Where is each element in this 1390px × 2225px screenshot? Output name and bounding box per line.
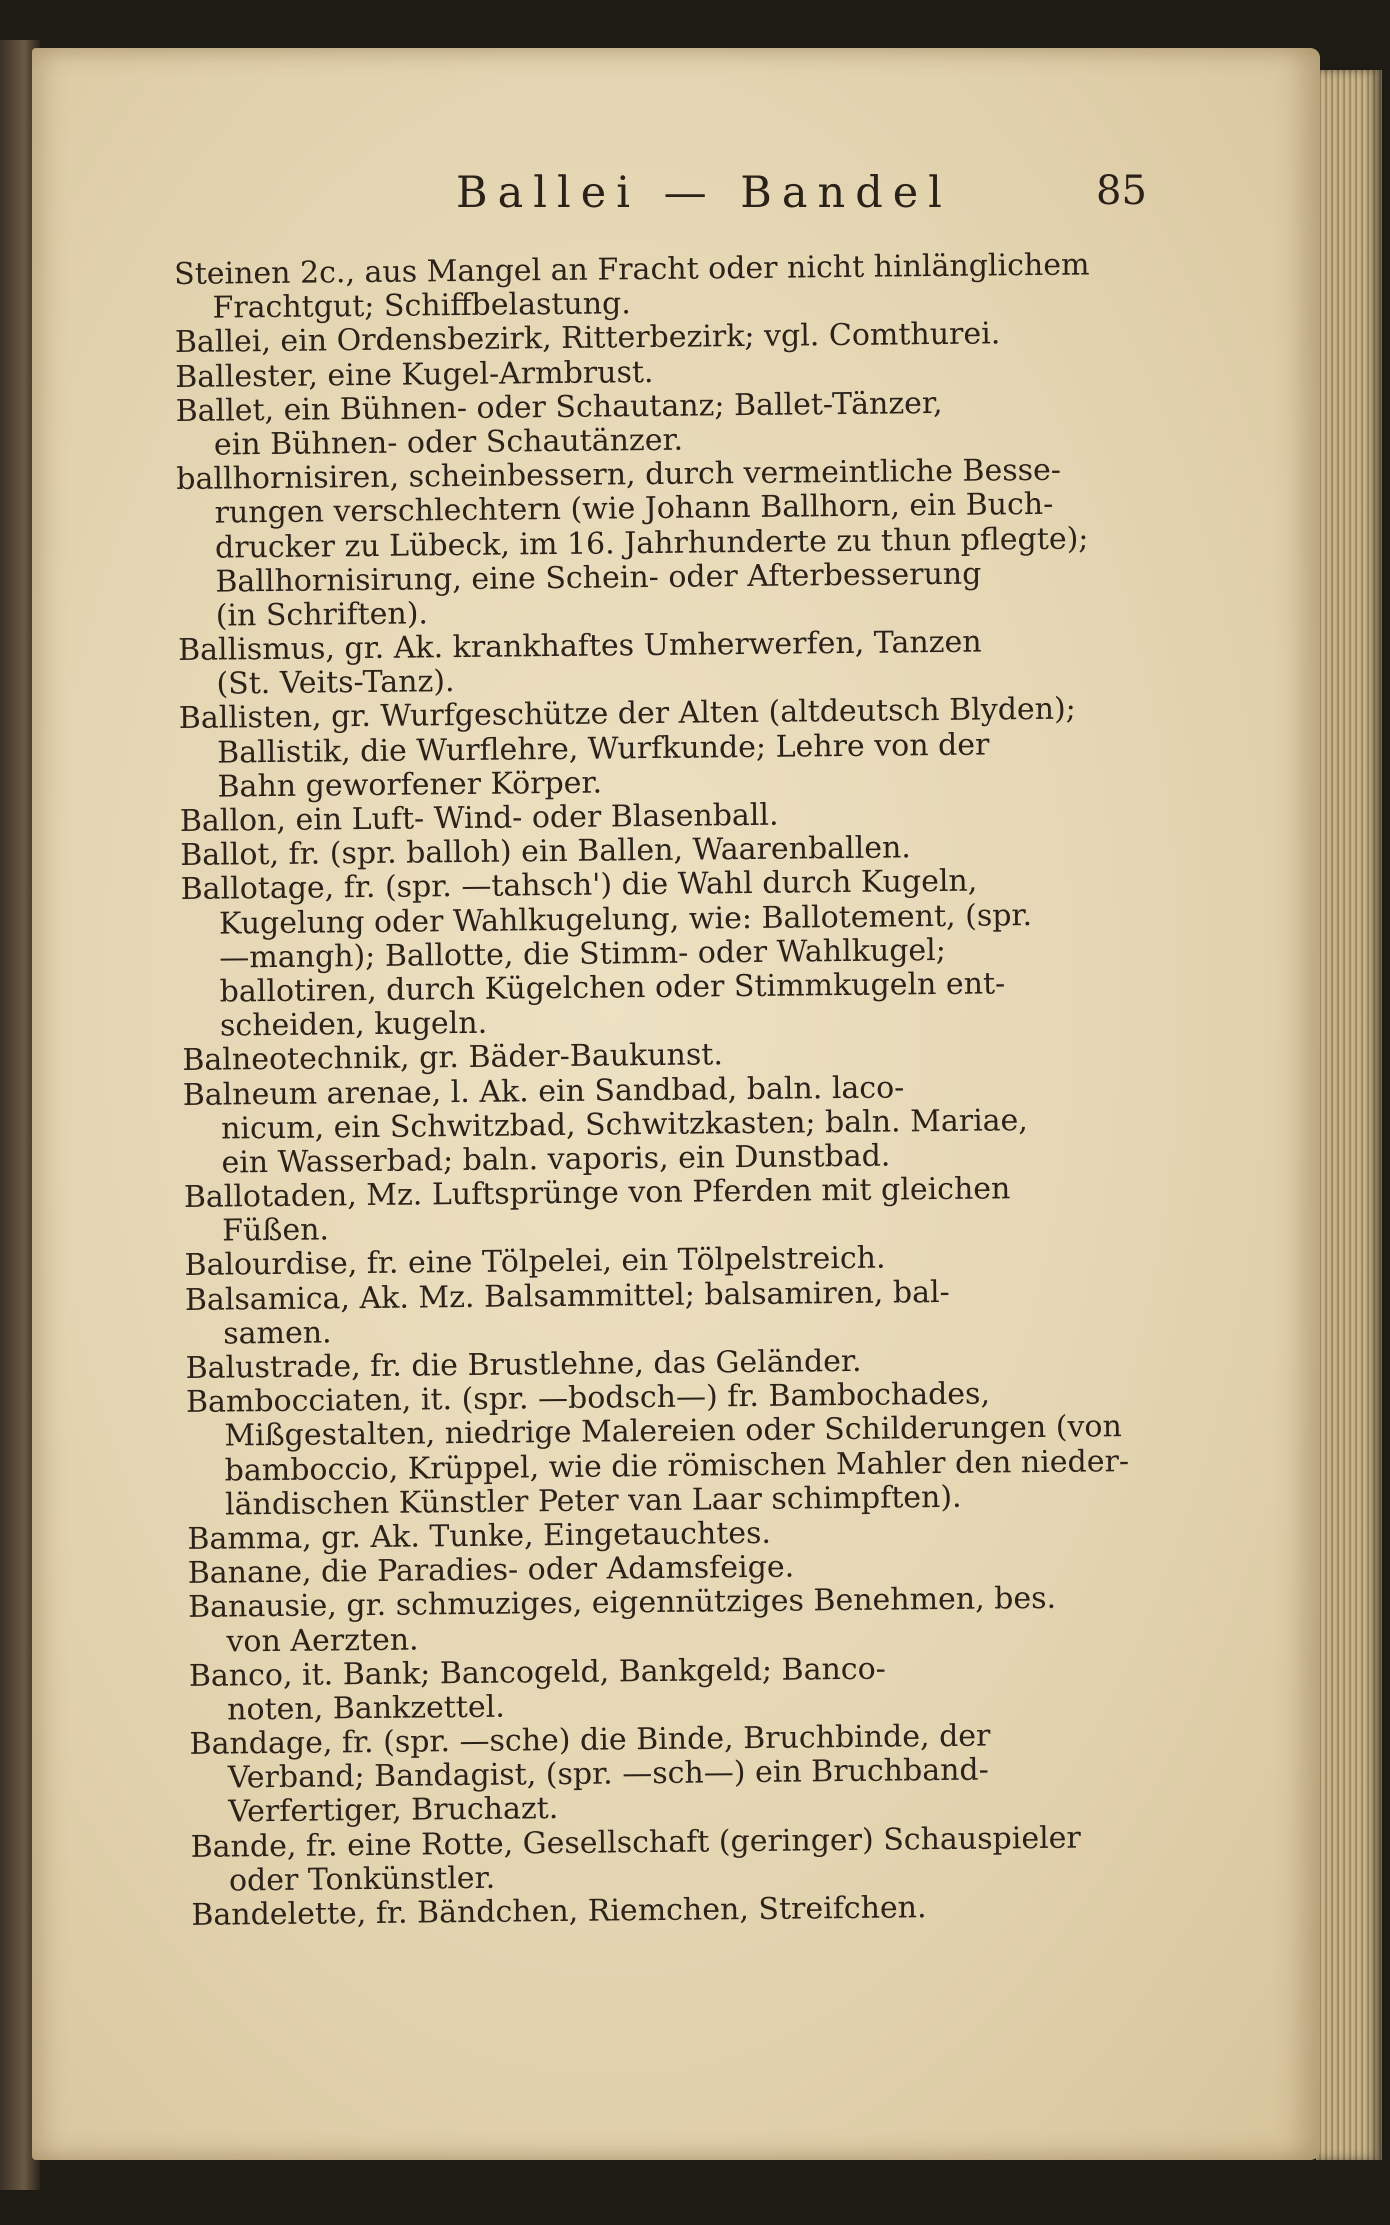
- text-line: Balneotechnik, gr. Bäder-Baukunst.: [182, 1037, 724, 1079]
- page-header: [0, 168, 1390, 238]
- text-line: drucker zu Lübeck, im 16. Jahrhunderte zu thun pflegte);: [214, 521, 1089, 566]
- text-line: (St. Veits-Tanz).: [216, 664, 455, 702]
- text-line: noten, Bankzettel.: [227, 1689, 505, 1728]
- text-line: von Aerzten.: [226, 1622, 419, 1660]
- text-line: (in Schriften).: [215, 596, 429, 634]
- text-line: Kugelung oder Wahlkugelung, wie: Ballotement, (spr.: [218, 897, 1033, 942]
- text-line: Ballet, ein Bühnen- oder Schautanz; Ballet-Tänzer,: [175, 385, 943, 429]
- text-line: Steinen 2c., aus Mangel an Fracht oder nicht hinlänglichem: [174, 247, 1090, 292]
- text-line: Verfertiger, Bruchazt.: [228, 1791, 559, 1830]
- text-line: Ballistik, die Wurflehre, Wurfkunde; Lehre von der: [216, 727, 990, 771]
- page-edges: [1316, 70, 1382, 2160]
- text-line: Ballot, fr. (spr. balloh) ein Ballen, Waarenballen.: [180, 830, 912, 874]
- text-line: Banco, it. Bank; Bancogeld, Bankgeld; Banco-: [188, 1651, 887, 1694]
- text-line: rungen verschlechtern (wie Johann Ballhorn, ein Buch-: [214, 487, 1054, 531]
- text-line: Balourdise, fr. eine Tölpelei, ein Tölpelstreich.: [184, 1241, 886, 1284]
- text-line: Ballotaden, Mz. Luftsprünge von Pferden mit gleichen: [183, 1171, 1011, 1216]
- text-line: ein Bühnen- oder Schautänzer.: [213, 422, 684, 463]
- text-line: Ballisten, gr. Wurfgeschütze der Alten (altdeutsch Blyden);: [178, 692, 1077, 737]
- text-line: ballhornisiren, scheinbessern, durch vermeintliche Besse-: [176, 452, 1062, 498]
- text-line: Bandelette, fr. Bändchen, Riemchen, Streifchen.: [191, 1890, 927, 1933]
- text-line: nicum, ein Schwitzbad, Schwitzkasten; baln. Mariae,: [220, 1102, 1029, 1147]
- text-line: ballotiren, durch Kügelchen oder Stimmkugeln ent-: [219, 966, 1006, 1010]
- text-line: Ballismus, gr. Ak. krankhaftes Umherwerfen, Tanzen: [177, 624, 982, 669]
- text-line: Banausie, gr. schmuziges, eigennütziges Benehmen, bes.: [187, 1581, 1057, 1626]
- text-line: Bande, fr. eine Rotte, Gesellschaft (geringer) Schauspieler: [190, 1820, 1081, 1865]
- text-line: samen.: [223, 1315, 332, 1352]
- text-line: Mißgestalten, niedrige Malereien oder Schilderungen (von: [224, 1409, 1123, 1454]
- text-line: Bahn geworfener Körper.: [217, 765, 603, 805]
- text-line: Ballhornisirung, eine Schein- oder Afterbesserung: [215, 556, 982, 600]
- text-line: Ballon, ein Luft- Wind- oder Blasenball.: [179, 797, 779, 839]
- page-number: 85: [1096, 168, 1147, 214]
- text-line: Balustrade, fr. die Brustlehne, das Geländer.: [185, 1343, 862, 1386]
- text-line: Frachtgut; Schiffbelastung.: [212, 286, 632, 326]
- text-line: ein Wasserbad; baln. vaporis, ein Dunstbad.: [221, 1138, 891, 1181]
- text-line: oder Tonkünstler.: [228, 1860, 496, 1899]
- text-line: scheiden, kugeln.: [219, 1005, 488, 1044]
- text-line: Bamma, gr. Ak. Tunke, Eingetauchtes.: [187, 1515, 772, 1557]
- text-line: Füßen.: [222, 1212, 330, 1249]
- text-line: bamboccio, Krüppel, wie die römischen Mahler den nieder-: [224, 1444, 1130, 1489]
- text-line: Bandage, fr. (spr. —sche) die Binde, Bruchbinde, der: [189, 1718, 991, 1762]
- running-head: Ballei — Bandel: [456, 168, 952, 218]
- text-line: Ballei, ein Ordensbezirk, Ritterbezirk; vgl. Comthurei.: [174, 316, 1001, 361]
- text-line: —mangh); Ballotte, die Stimm- oder Wahlkugel;: [219, 932, 947, 976]
- text-line: Bambocciaten, it. (spr. —bodsch—) fr. Bambochades,: [185, 1376, 991, 1421]
- dictionary-entries: [174, 248, 1191, 1934]
- text-line: Ballester, eine Kugel-Armbrust.: [175, 354, 654, 395]
- text-line: Banane, die Paradies- oder Adamsfeige.: [187, 1549, 795, 1592]
- text-line: Balneum arenae, l. Ak. ein Sandbad, baln. laco-: [182, 1069, 905, 1113]
- text-line: ländischen Künstler Peter van Laar schimpften).: [224, 1479, 962, 1523]
- text-line: Ballotage, fr. (spr. —tahsch') die Wahl durch Kugeln,: [180, 863, 978, 908]
- text-line: Verband; Bandagist, (spr. —sch—) ein Bruchband-: [227, 1752, 989, 1796]
- text-line: Balsamica, Ak. Mz. Balsammittel; balsamiren, bal-: [184, 1274, 950, 1318]
